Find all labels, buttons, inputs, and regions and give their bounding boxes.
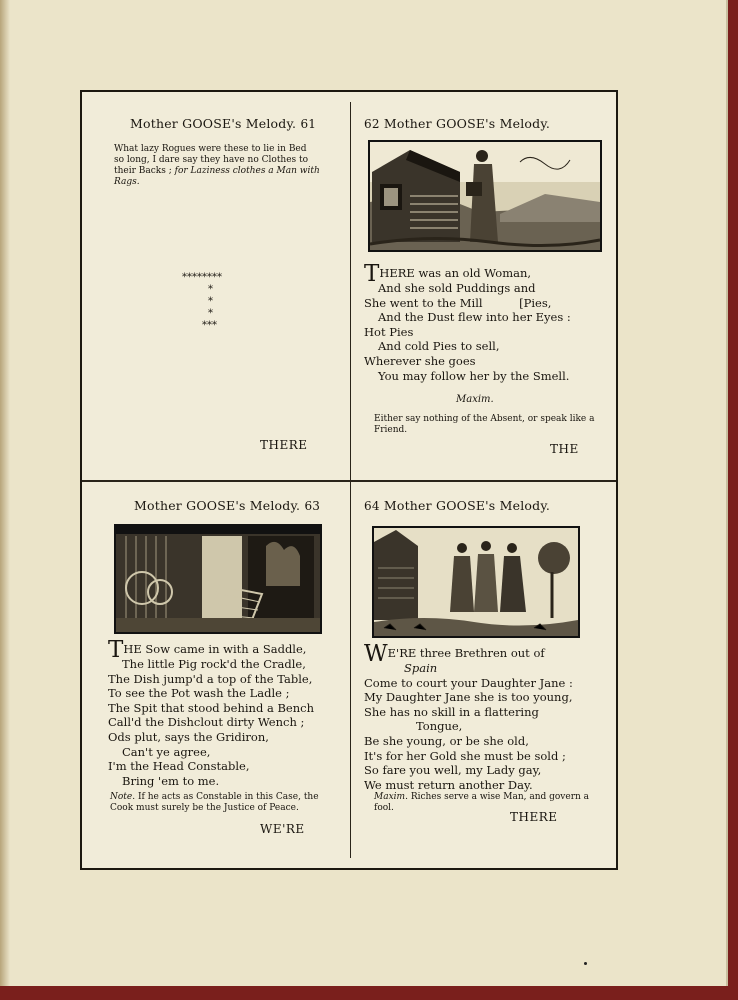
verse-line: HERE was an old Woman, — [379, 266, 532, 280]
verse-line: And she sold Puddings and — [378, 281, 536, 295]
catchword: THERE — [510, 810, 558, 824]
verse-64 — [364, 641, 573, 792]
running-head-62 — [364, 116, 550, 131]
running-head-text: Mother GOOSE's Melody. — [383, 498, 551, 513]
page-63 — [90, 490, 340, 860]
running-head-text: Mother GOOSE's Melody. — [134, 498, 301, 513]
page-gutter — [0, 0, 10, 986]
page-64 — [360, 490, 610, 860]
maxim-text: Riches serve a wise Man, and govern a fool. — [374, 792, 590, 813]
verse-63 — [108, 637, 314, 788]
verse-line: The little Pig rock'd the Cradle, — [122, 657, 306, 671]
verse-line: Tongue, — [416, 719, 463, 734]
verse-line: And cold Pies to sell, — [378, 339, 500, 354]
running-head-63 — [134, 498, 320, 513]
row-divider — [82, 480, 616, 482]
facsimile-sheet — [80, 90, 618, 870]
woodcut-kitchen-illustration — [114, 524, 322, 634]
maxim — [374, 792, 596, 814]
ornament-row: *** — [202, 320, 217, 331]
verse-line: I'm the Head Constable, — [108, 759, 250, 774]
verse-line: You may follow her by the Smell. — [378, 368, 570, 383]
verse-line: Spain — [404, 661, 438, 675]
maxim-text: Either say nothing of the Absent, or speak like a Friend. — [374, 414, 595, 435]
star-ornament — [182, 272, 222, 332]
verse-line: She went to the Mill [Pies, — [364, 295, 552, 310]
verse-line: Hot Pies — [364, 324, 414, 339]
verse-line: To see the Pot wash the Ladle ; — [108, 686, 290, 701]
running-head-61 — [130, 116, 316, 131]
ornament-row: ******** — [182, 272, 222, 283]
commentary — [114, 144, 344, 188]
maxim-label: Maxim. — [374, 792, 408, 802]
verse-line: Be she young, or be she old, — [364, 733, 529, 748]
verse-line: The Dish jump'd a top of the Table, — [108, 671, 313, 686]
page-speck — [584, 962, 587, 965]
commentary-line: their Backs ; — [114, 166, 175, 176]
verse-line: My Daughter Jane she is too young, — [364, 690, 573, 705]
woodcut-brethren-illustration — [372, 526, 580, 638]
verse-line: And the Dust flew into her Eyes : — [378, 310, 571, 325]
page-62 — [360, 100, 610, 470]
page-61 — [90, 100, 340, 470]
drop-cap: W — [364, 641, 388, 667]
commentary-line: What lazy Rogues were these to lie in Bed — [114, 144, 307, 154]
running-head-text: Mother GOOSE's Melody. — [130, 116, 297, 131]
running-head-64 — [364, 498, 550, 513]
verse-line: She has no skill in a flattering — [364, 704, 539, 719]
page-number: 64 — [364, 499, 380, 513]
running-head-text: Mother GOOSE's Melody. — [383, 116, 551, 131]
maxim-label: Maxim. — [456, 394, 494, 405]
verse-line: Can't ye agree, — [122, 744, 211, 759]
woodcut-woman-illustration — [368, 140, 602, 252]
commentary-italic: for Laziness clothes a Man with Rags. — [114, 166, 320, 187]
verse-line: The Spit that stood behind a Bench — [108, 700, 314, 715]
ornament-row: * — [208, 284, 213, 295]
verse-line: So fare you well, my Lady gay, — [364, 763, 542, 778]
page-number: 62 — [364, 117, 380, 131]
verse-line: Bring 'em to me. — [122, 773, 220, 788]
verse-line: We must return another Day. — [364, 777, 533, 792]
catchword: THE — [550, 442, 579, 456]
verse-line: E'RE three Brethren out of — [387, 646, 545, 660]
ornament-row: * — [208, 296, 213, 307]
verse-line: Come to court your Daughter Jane : — [364, 675, 573, 690]
drop-cap: T — [108, 637, 124, 663]
catchword: WE'RE — [260, 822, 305, 836]
page-number: 63 — [304, 499, 321, 513]
verse-62 — [364, 261, 571, 383]
commentary-line: so long, I dare say they have no Clothes to — [114, 155, 309, 165]
verse-line: HE Sow came in with a Saddle, — [123, 642, 307, 656]
note-text: If he acts as Constable in this Case, the Cook must surely be the Justice of Peace. — [110, 792, 319, 813]
note-label: Note. — [110, 792, 136, 802]
page-number: 61 — [300, 117, 317, 131]
verse-line: Ods plut, says the Gridiron, — [108, 729, 269, 744]
verse-line: Call'd the Dishclout dirty Wench ; — [108, 715, 305, 730]
verse-line: Wherever she goes — [364, 353, 476, 368]
note — [110, 792, 342, 814]
catchword: THERE — [260, 438, 308, 452]
verse-line: It's for her Gold she must be sold ; — [364, 748, 566, 763]
ornament-row: * — [208, 308, 213, 319]
drop-cap: T — [364, 261, 380, 287]
